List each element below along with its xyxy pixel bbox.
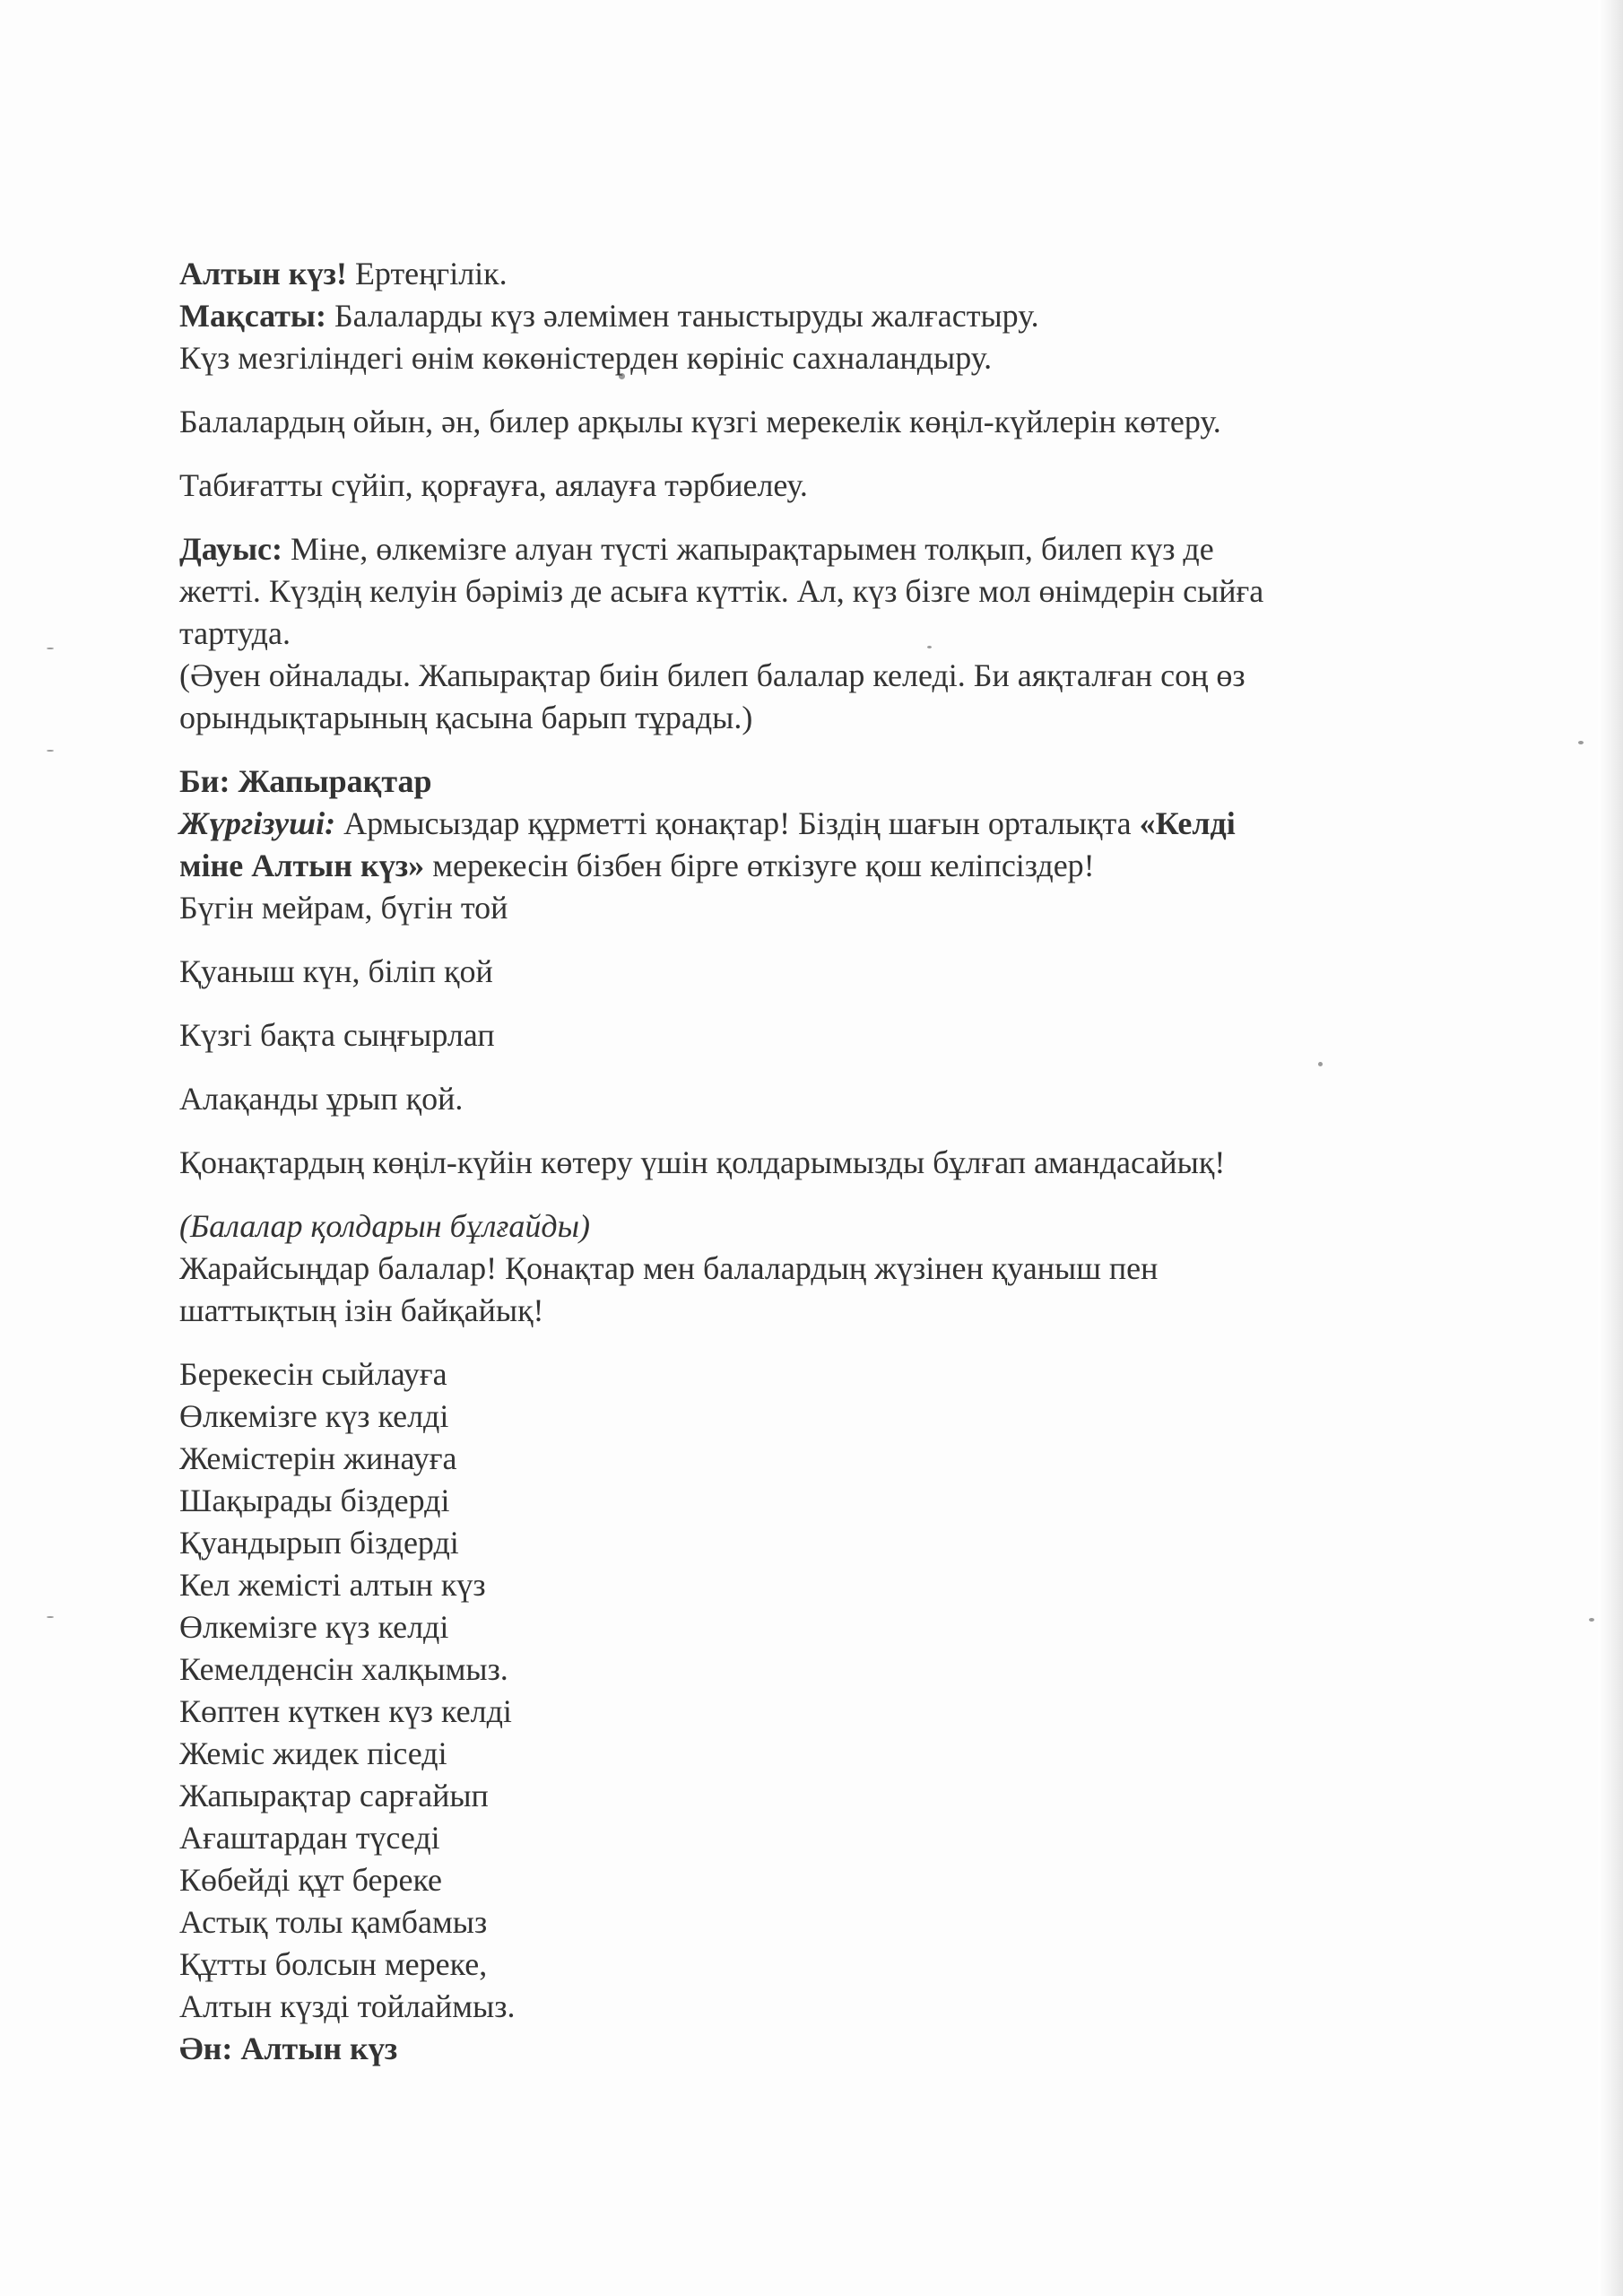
praise-line-1: Жарайсыңдар балалар! Қонақтар мен балалардың жүзінен қуаныш пен bbox=[179, 1250, 1159, 1286]
dance-heading: Би: Жапырақтар bbox=[179, 763, 432, 799]
poem-line: Алтын күзді тойлаймыз. bbox=[179, 1988, 516, 2024]
host-line-1 bbox=[179, 803, 1435, 845]
voice-text-1: Міне, өлкемізге алуан түсті жапырақтарымен толқып, билеп күз де bbox=[282, 531, 1214, 567]
scan-edge-shadow bbox=[1598, 0, 1623, 2296]
poem-line: Жеміс жидек піседі bbox=[179, 1735, 447, 1771]
host-text-2: мерекесін бізбен бірге өткізуге қош келіпсіздер! bbox=[424, 848, 1095, 883]
poem-line: Құтты болсын мереке, bbox=[179, 1946, 488, 1982]
goal-text: Балаларды күз әлемімен таныстыруды жалғастыру. bbox=[326, 298, 1039, 334]
voice-line-3: тартуда. bbox=[179, 615, 291, 651]
song-heading: Ән: Алтын күз bbox=[179, 2031, 398, 2066]
stage-direction-1: (Әуен ойналады. Жапырақтар биін билеп балалар келеді. Би аяқталған соң өз bbox=[179, 657, 1245, 693]
verse-line: Күзгі бақта сыңғырлап bbox=[179, 1017, 495, 1053]
host-text-1: Армысыздар құрметті қонақтар! Біздің шағын орталықта bbox=[335, 805, 1140, 841]
scan-speck bbox=[1578, 741, 1584, 744]
scan-speck bbox=[1589, 1618, 1594, 1622]
poem-line: Ағаштардан түседі bbox=[179, 1820, 440, 1856]
host-line-2 bbox=[179, 845, 1435, 887]
poem-line: Шақырады біздерді bbox=[179, 1483, 450, 1518]
poem-line: Берекесін сыйлауға bbox=[179, 1356, 447, 1392]
voice-label: Дауыс: bbox=[179, 531, 283, 567]
verse-line: Қуаныш күн, біліп қой bbox=[179, 953, 493, 989]
poem-line: Қуандырып біздерді bbox=[179, 1525, 459, 1561]
title-rest: Ертеңгілік. bbox=[346, 256, 508, 291]
scan-speck bbox=[47, 1616, 54, 1618]
greeting-line: Қонақтардың көңіл-күйін көтеру үшін қолдарымызды бұлғап амандасайық! bbox=[179, 1144, 1226, 1180]
voice-line-2: жетті. Күздің келуін бәріміз де асыға күттік. Ал, күз бізге мол өнімдерін сыйға bbox=[179, 573, 1264, 609]
scan-speck bbox=[47, 648, 54, 649]
festival-name-part-2: міне Алтын күз» bbox=[179, 848, 425, 883]
poem-line: Жапырақтар сарғайып bbox=[179, 1778, 489, 1813]
poem-line: Кел жемісті алтын күз bbox=[179, 1567, 486, 1603]
praise-line-2: шаттықтың ізін байқайық! bbox=[179, 1292, 544, 1328]
poem-line: Астық толы қамбамыз bbox=[179, 1904, 488, 1940]
goal-line-3: Балалардың ойын, ән, билер арқылы күзгі мерекелік көңіл-күйлерін көтеру. bbox=[179, 404, 1221, 439]
goal-label: Мақсаты: bbox=[179, 298, 326, 334]
title-line bbox=[179, 253, 1435, 295]
verse-line: Алақанды ұрып қой. bbox=[179, 1081, 464, 1117]
festival-name-part-1: «Келді bbox=[1139, 805, 1236, 841]
poem-line: Өлкемізге күз келді bbox=[179, 1398, 449, 1434]
goal-line-4: Табиғатты сүйіп, қорғауға, аялауға тәрбиелеу. bbox=[179, 467, 808, 503]
goal-line bbox=[179, 295, 1435, 337]
host-label: Жүргізуші: bbox=[179, 805, 336, 841]
goal-line-2: Күз мезгіліндегі өнім көкөністерден көрініс сахналандыру. bbox=[179, 340, 993, 376]
poem-line: Кемелденсін халқымыз. bbox=[179, 1651, 508, 1687]
poem-line: Көптен күткен күз келді bbox=[179, 1693, 512, 1729]
poem-line: Өлкемізге күз келді bbox=[179, 1609, 449, 1645]
stage-direction-hands: (Балалар қолдарын бұлғайды) bbox=[179, 1208, 591, 1244]
stage-direction-2: орындықтарының қасына барып тұрады.) bbox=[179, 700, 753, 735]
document-body bbox=[179, 253, 1435, 2070]
voice-line-1 bbox=[179, 528, 1435, 570]
poem-line: Жемістерін жинауға bbox=[179, 1440, 457, 1476]
verse-line: Бүгін мейрам, бүгін той bbox=[179, 890, 508, 926]
title-bold: Алтын күз! bbox=[179, 256, 347, 291]
scan-speck bbox=[47, 750, 54, 752]
poem-line: Көбейді құт береке bbox=[179, 1862, 443, 1898]
